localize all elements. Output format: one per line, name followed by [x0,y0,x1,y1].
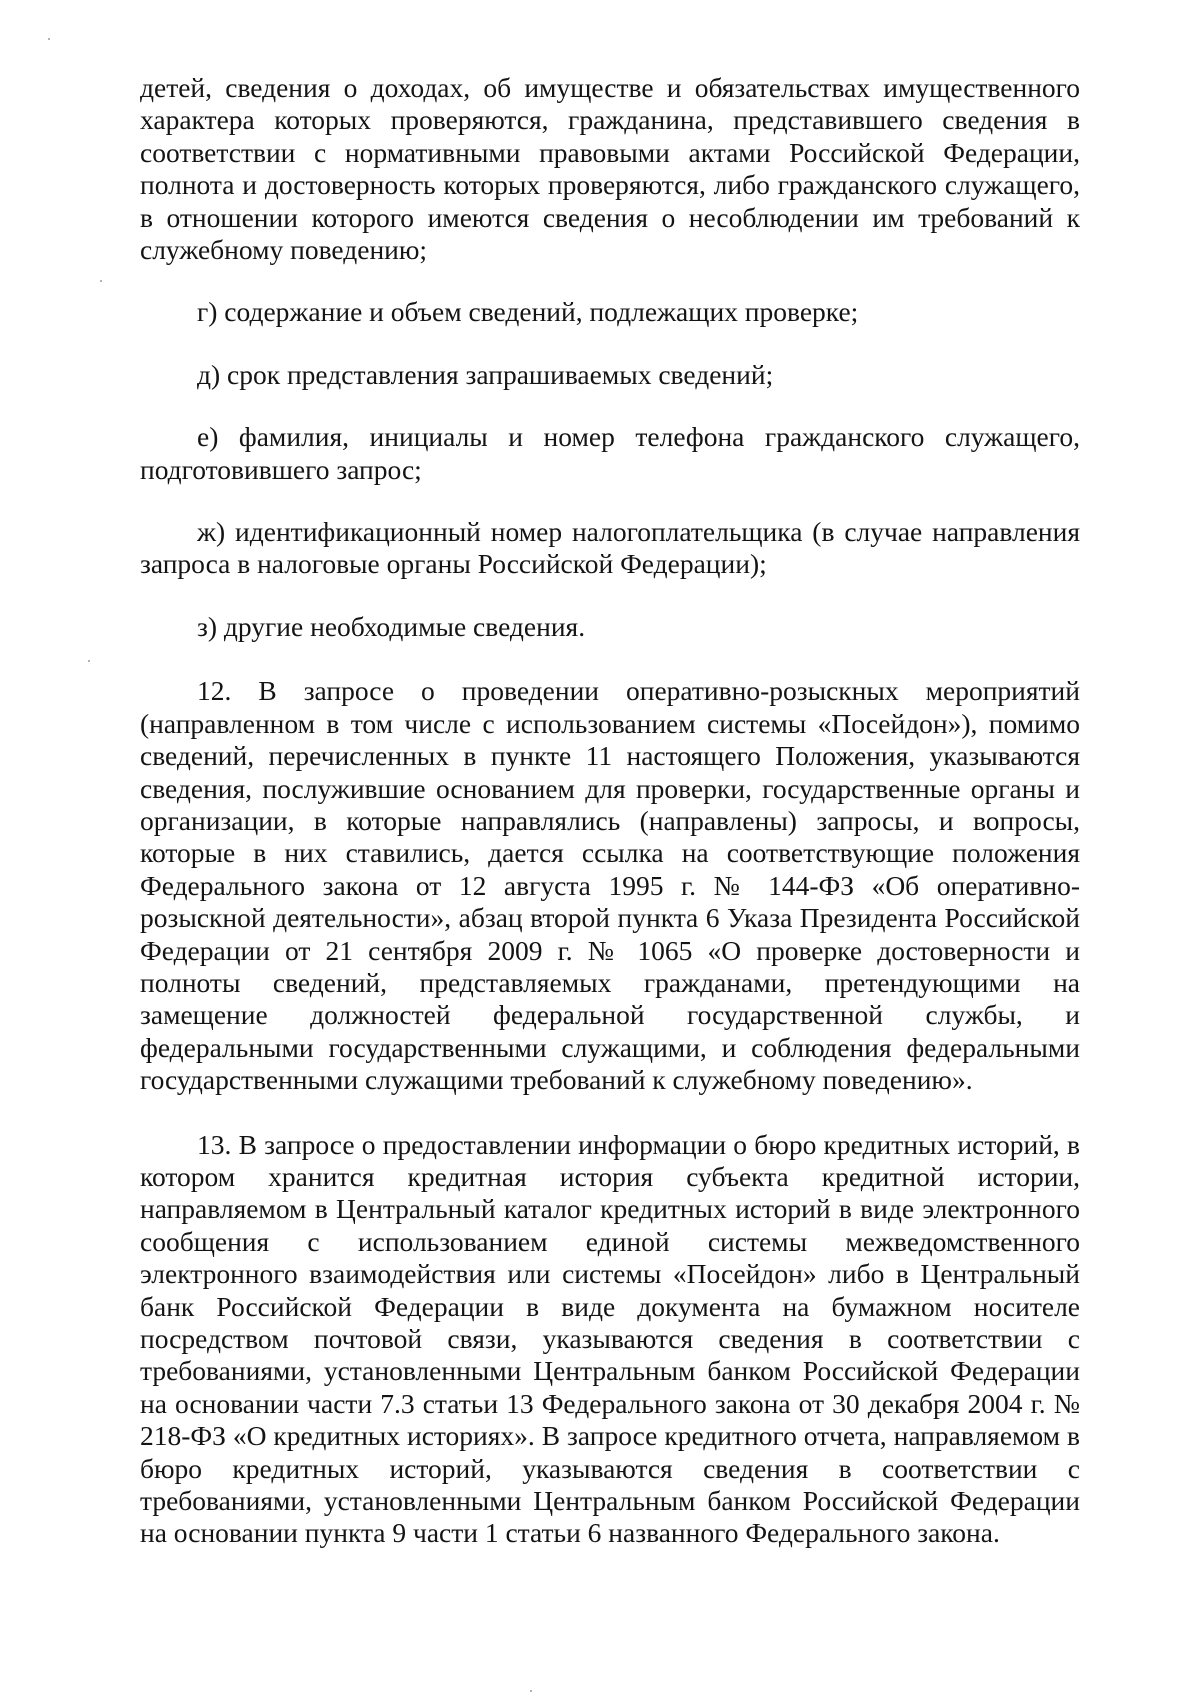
paragraph-clause-12: 12. В запросе о проведении оперативно-розыскных мероприятий (направленном в том числе с использованием системы «Посейдон»), помимо сведений, перечисленных в пункте 11 настоящего Положения, указываются сведения, послужившие основанием для проверки, государственные органы и организации, в которые направлялись (направлены) запросы, и вопросы, которые в них ставились, дается ссылка на соответствующие положения Федерального закона от 12 августа 1995 г. № 144-ФЗ «Об оперативно-розыскной деятельности», абзац второй пункта 6 Указа Президента Российской Федерации от 21 сентября 2009 г. № 1065 «О проверке достоверности и полноты сведений, представляемых гражданами, претендующими на замещение должностей федеральной государственной службы, и федеральными государственными служащими, и соблюдения федеральными государственными служащими требований к служебному поведению». [140,675,1080,1096]
paragraph-item-zh: ж) идентификационный номер налогоплательщика (в случае направления запроса в налоговые органы Российской Федерации); [140,516,1080,580]
scan-speck [100,280,102,282]
paragraph-item-d: д) срок представления запрашиваемых сведений; [197,358,774,390]
scan-speck [530,1690,532,1692]
scan-speck [48,38,50,40]
paragraph-continuation: детей, сведения о доходах, об имуществе и обязательствах имущественного характера которых проверяются, гражданина, представившего сведения в соответствии с нормативными правовыми актами Российской Федерации, полнота и достоверность которых проверяются, либо гражданского служащего, в отношении которого имеются сведения о несоблюдении им требований к служебному поведению; [140,72,1080,266]
paragraph-clause-13: 13. В запросе о предоставлении информации о бюро кредитных историй, в котором хранится кредитная история субъекта кредитной истории, направляемом в Центральный каталог кредитных историй в виде электронного сообщения с использованием единой системы межведомственного электронного взаимодействия или системы «Посейдон» либо в Центральный банк Российской Федерации в виде документа на бумажном носителе посредством почтовой связи, указываются сведения в соответствии с требованиями, установленными Центральным банком Российской Федерации на основании части 7.3 статьи 13 Федерального закона от 30 декабря 2004 г. № 218-ФЗ «О кредитных историях». В запросе кредитного отчета, направляемом в бюро кредитных историй, указываются сведения в соответствии с требованиями, установленными Центральным банком Российской Федерации на основании пункта 9 части 1 статьи 6 названного Федерального закона. [140,1128,1080,1549]
paragraph-item-e: е) фамилия, инициалы и номер телефона гражданского служащего, подготовившего запрос; [140,421,1080,485]
document-page [140,72,1080,1550]
paragraph-item-g: г) содержание и объем сведений, подлежащих проверке; [197,296,859,328]
paragraph-item-z: з) другие необходимые сведения. [197,610,586,642]
scan-speck [88,660,90,662]
